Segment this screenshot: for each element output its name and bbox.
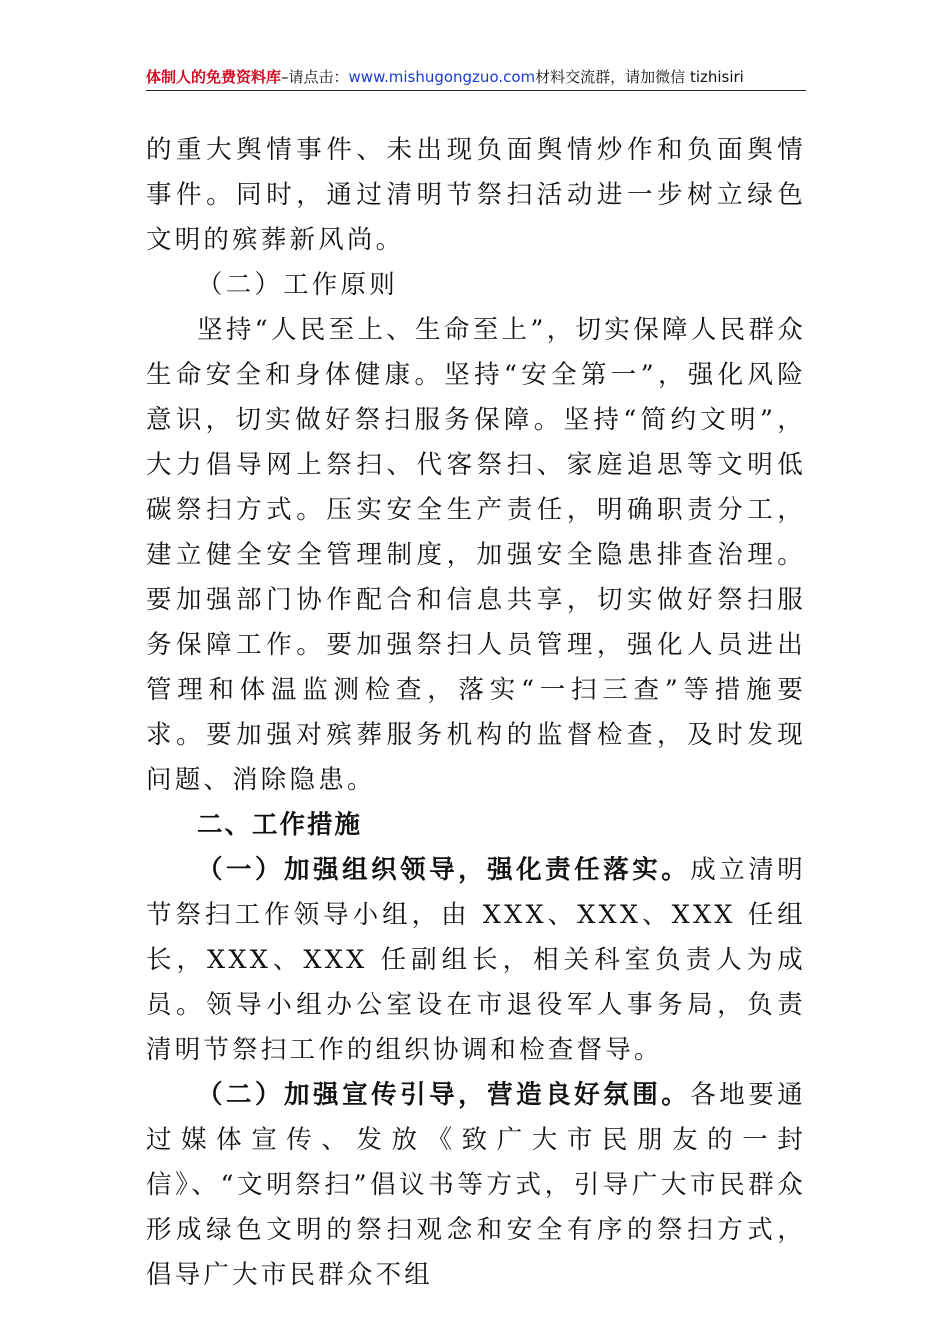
header-library-name: 体制人的免费资料库 xyxy=(146,68,282,86)
measure-1-body: 成立清明节祭扫工作领导小组，由 XXX、XXX、XXX 任组长，XXX、XXX 任副组长，相关科室负责人为成员。领导小组办公室设在市退役军人事务局，负责清明节祭扫工作的组织协调和检查督导。 xyxy=(146,855,806,1065)
paragraph-measure-1 xyxy=(146,848,806,1073)
measure-2-body: 各地要通过媒体宣传、发放《致广大市民朋友的一封信》、“文明祭扫”倡议书等方式，引导广大市民群众形成绿色文明的祭扫观念和安全有序的祭扫方式，倡导广大市民群众不组 xyxy=(146,1080,806,1290)
sub-heading-principles: （二）工作原则 xyxy=(197,270,398,300)
paragraph-measure-2 xyxy=(146,1073,806,1298)
header-contact: 材料交流群，请加微信 tizhisiri xyxy=(535,68,744,86)
section-heading-measures: 二、工作措施 xyxy=(197,810,363,840)
header-url-link[interactable]: www.mishugongzuo.com xyxy=(348,68,536,86)
header-prompt: –请点击： xyxy=(281,68,349,86)
paragraph-principles: 坚持“人民至上、生命至上”，切实保障人民群众生命安全和身体健康。坚持“安全第一”，强化风险意识，切实做好祭扫服务保障。坚持“简约文明”，大力倡导网上祭扫、代客祭扫、家庭追思等文明低碳祭扫方式。压实安全生产责任，明确职责分工，建立健全安全管理制度，加强安全隐患排查治理。要加强部门协作配合和信息共享，切实做好祭扫服务保障工作。要加强祭扫人员管理，强化人员进出管理和体温监测检查，落实“一扫三查”等措施要求。要加强对殡葬服务机构的监督检查，及时发现问题、消除隐患。 xyxy=(146,315,806,795)
measure-2-lead: （二）加强宣传引导，营造良好氛围。 xyxy=(197,1080,691,1110)
document-body xyxy=(146,128,806,1298)
page-header xyxy=(146,66,806,91)
measure-1-lead: （一）加强组织领导，强化责任落实。 xyxy=(197,855,691,885)
paragraph-intro-continued: 的重大舆情事件、未出现负面舆情炒作和负面舆情事件。同时，通过清明节祭扫活动进一步树立绿色文明的殡葬新风尚。 xyxy=(146,135,806,255)
